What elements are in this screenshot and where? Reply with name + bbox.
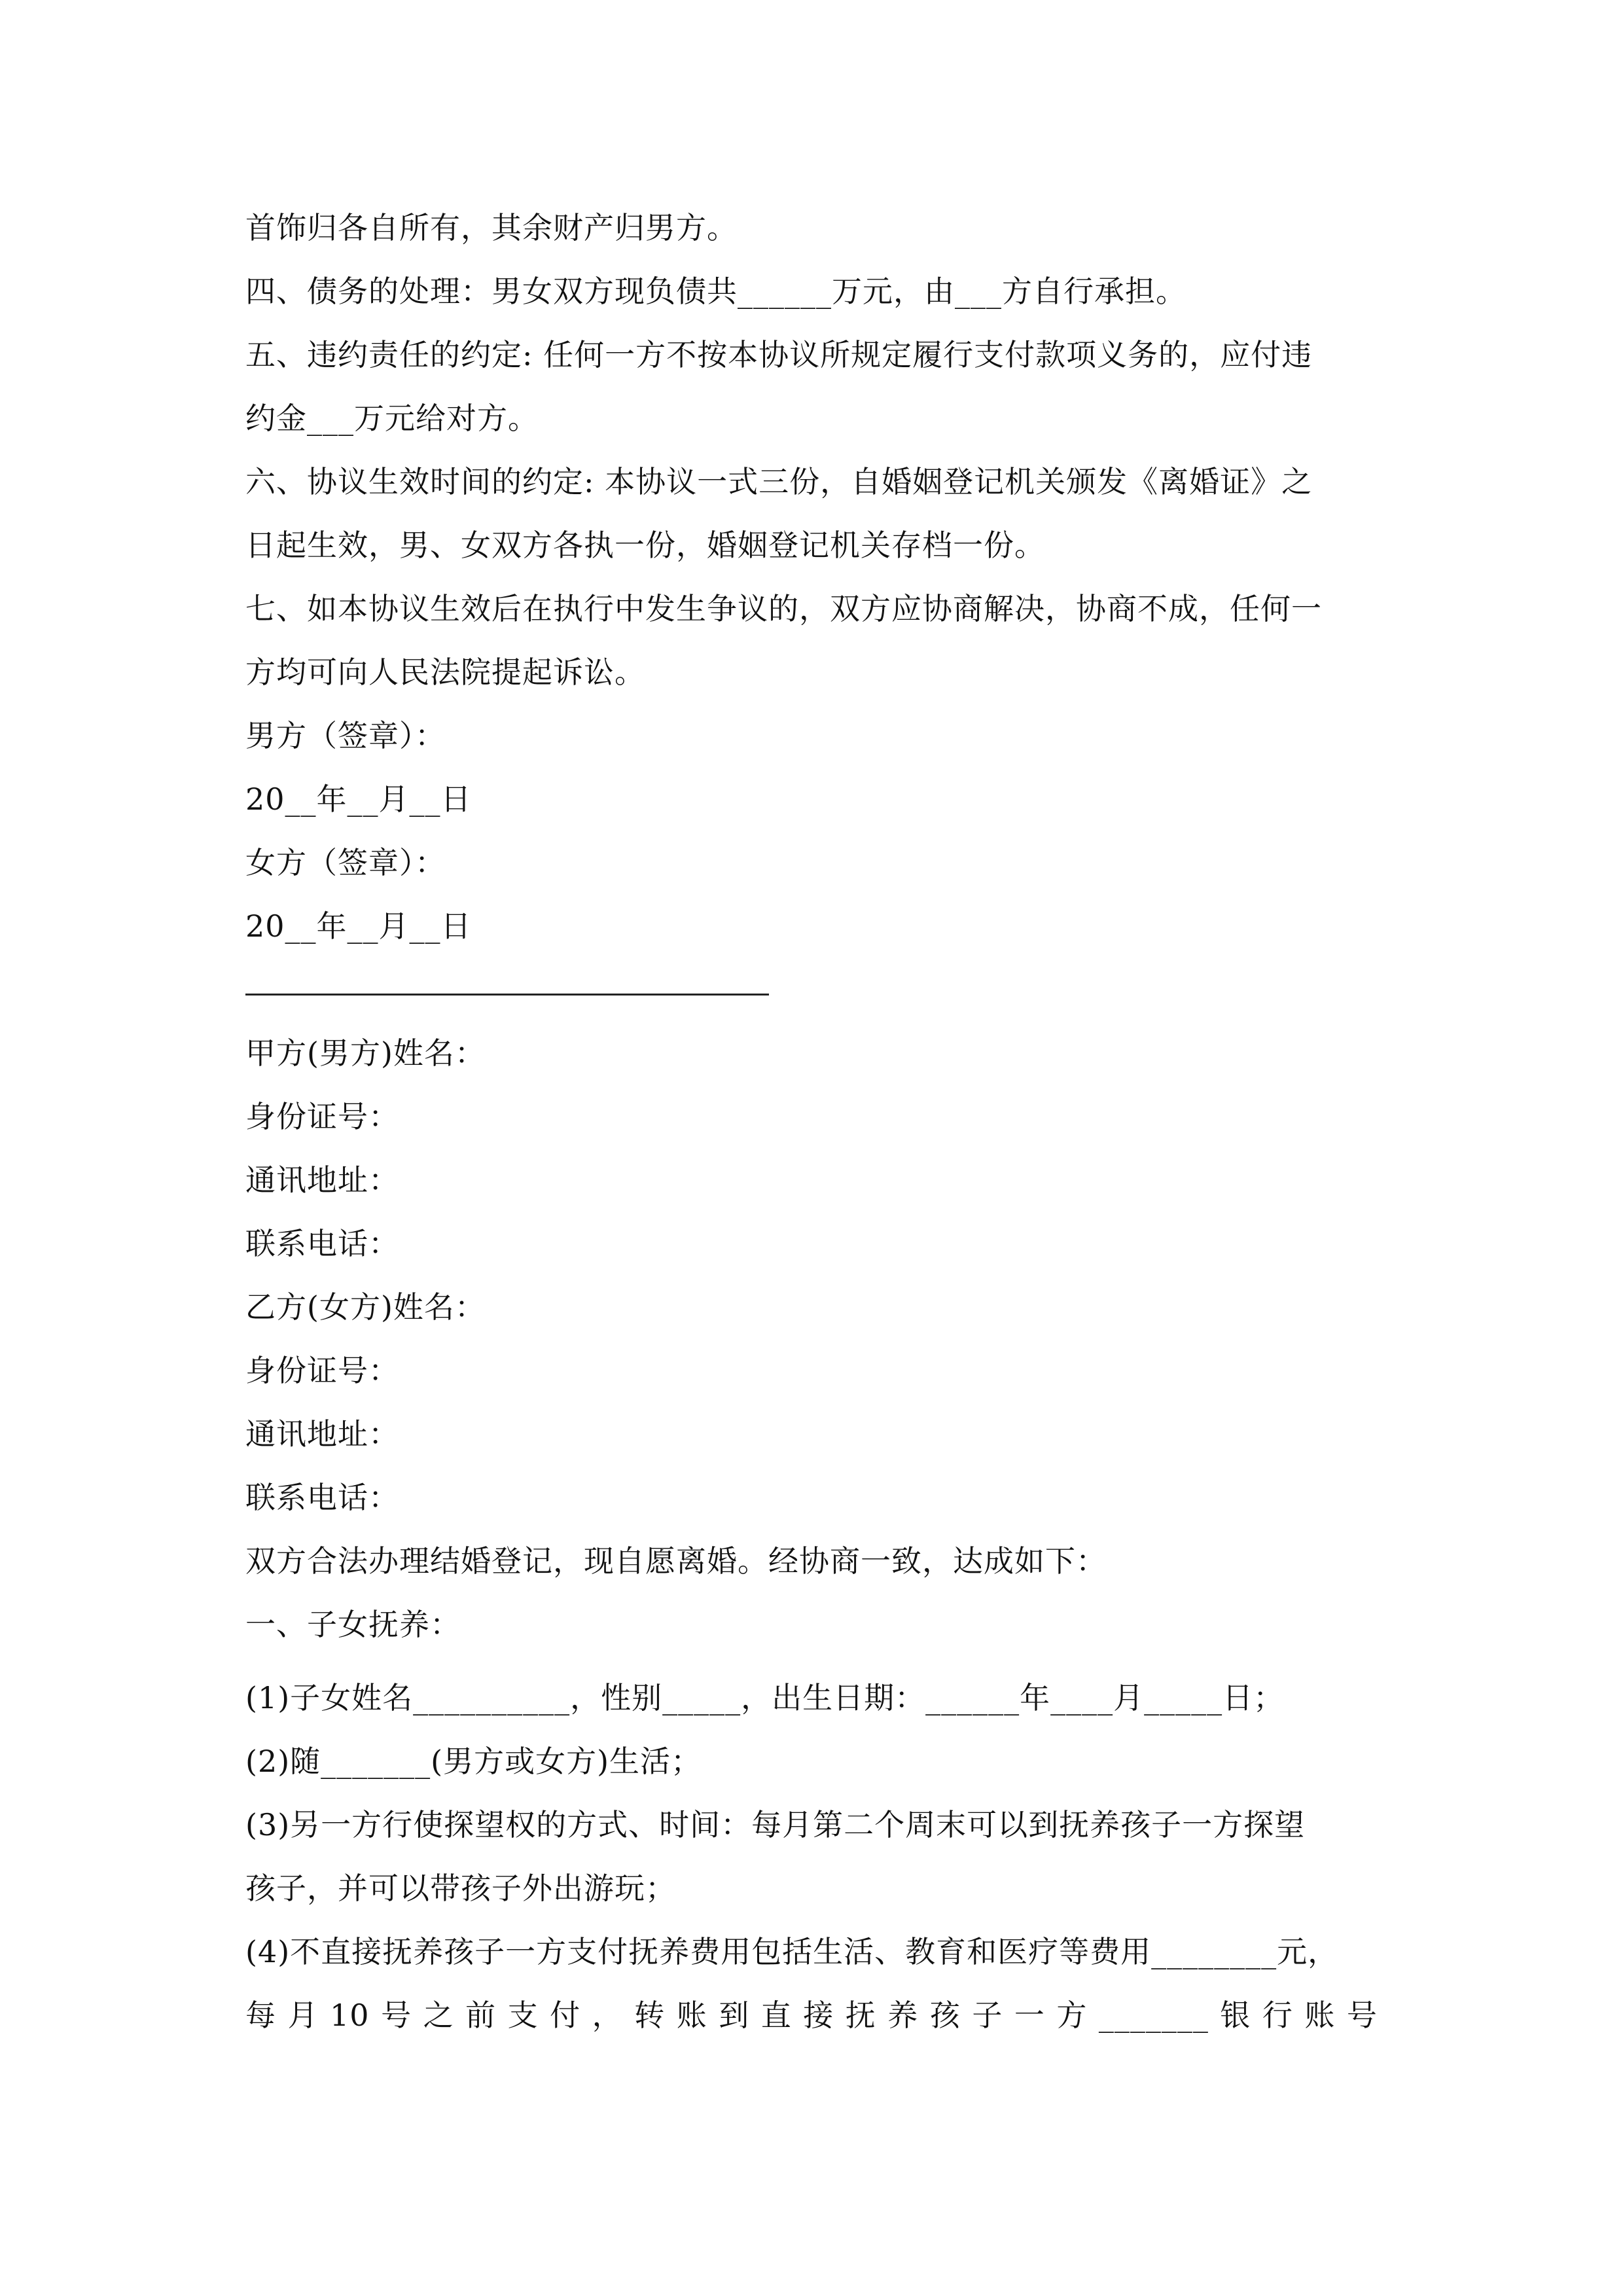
section-divider	[245, 994, 769, 996]
text-line: 日起生效，男、女双方各执一份，婚姻登记机关存档一份。	[245, 528, 1045, 563]
text-segment: 支	[507, 1998, 539, 2033]
text-segment: 每	[245, 1998, 276, 2033]
text-line: (3)另一方行使探望权的方式、时间：每月第二个周末可以到抚养孩子一方探望	[245, 1807, 1306, 1842]
text-segment: _______	[1098, 1998, 1209, 2033]
party-b-name-label: 乙方(女方)姓名：	[245, 1289, 486, 1325]
text-line: 双方合法办理结婚登记，现自愿离婚。经协商一致，达成如下：	[245, 1543, 1107, 1579]
text-segment: 账	[676, 1998, 707, 2033]
party-a-name-label: 甲方(男方)姓名：	[245, 1035, 486, 1071]
signature-line-male: 男方（签章）：	[245, 718, 446, 753]
text-segment: 养	[887, 1998, 919, 2033]
party-b-phone-label: 联系电话：	[245, 1480, 399, 1515]
date-line: 20__年__月__日	[245, 781, 472, 817]
text-segment: 到	[719, 1998, 750, 2033]
text-segment: 10	[330, 1998, 370, 2033]
party-a-id-label: 身份证号：	[245, 1099, 399, 1134]
text-segment: 孩	[929, 1998, 961, 2033]
text-line: 六、协议生效时间的约定: 本协议一式三份，自婚姻登记机关颁发《离婚证》之	[245, 464, 1313, 499]
text-segment: 直	[760, 1998, 792, 2033]
text-segment: 月	[287, 1998, 319, 2033]
justified-text-line	[245, 1996, 1378, 2035]
text-segment: 行	[1262, 1998, 1293, 2033]
text-segment: 抚	[845, 1998, 876, 2033]
text-line: 四、债务的处理：男女双方现负债共______万元，由___方自行承担。	[245, 274, 1186, 309]
text-segment: 账	[1304, 1998, 1336, 2033]
text-line: (1)子女姓名__________，性别_____，出生日期：______年____月_____日；	[245, 1680, 1285, 1715]
signature-line-female: 女方（签章）：	[245, 845, 446, 880]
text-line: 首饰归各自所有，其余财产归男方。	[245, 210, 738, 245]
party-b-id-label: 身份证号：	[245, 1353, 399, 1388]
section-heading: 一、子女抚养：	[245, 1607, 461, 1642]
text-segment: 之	[423, 1998, 454, 2033]
text-segment: 付	[550, 1998, 581, 2033]
party-a-address-label: 通讯地址：	[245, 1162, 399, 1198]
text-line: 约金___万元给对方。	[245, 401, 539, 436]
party-a-phone-label: 联系电话：	[245, 1226, 399, 1261]
text-line: (2)随_______(男方或女方)生活；	[245, 1744, 702, 1779]
text-segment: 方	[1056, 1998, 1088, 2033]
text-segment: 号	[1346, 1998, 1378, 2033]
text-line: 七、如本协议生效后在执行中发生争议的，双方应协商解决，协商不成，任何一	[245, 591, 1322, 626]
text-line: 方均可向人民法院提起诉讼。	[245, 655, 645, 690]
text-segment: 前	[465, 1998, 497, 2033]
text-line: 孩子，并可以带孩子外出游玩；	[245, 1871, 676, 1906]
party-b-address-label: 通讯地址：	[245, 1416, 399, 1452]
date-line: 20__年__月__日	[245, 908, 472, 944]
text-segment: 号	[381, 1998, 412, 2033]
text-line: (4)不直接抚养孩子一方支付抚养费用包括生活、教育和医疗等费用________元，	[245, 1934, 1339, 1969]
text-line: 五、违约责任的约定: 任何一方不按本协议所规定履行支付款项义务的，应付违	[245, 337, 1313, 372]
text-segment: 子	[972, 1998, 1003, 2033]
text-segment: 银	[1220, 1998, 1251, 2033]
text-segment: ，	[592, 1998, 623, 2033]
text-segment: 接	[803, 1998, 834, 2033]
text-segment: 转	[634, 1998, 666, 2033]
text-segment: 一	[1014, 1998, 1045, 2033]
